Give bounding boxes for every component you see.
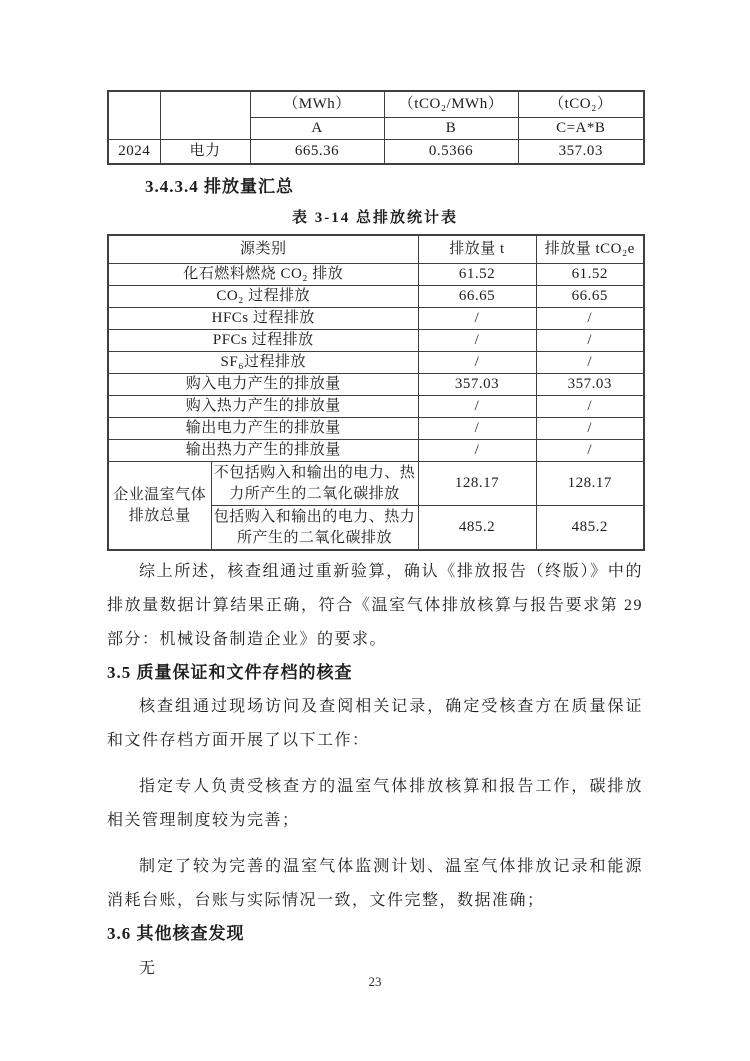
- row-value-co2e: /: [536, 418, 644, 440]
- section-heading-qa: 3.5 质量保证和文件存档的核查: [107, 663, 353, 682]
- energy-type-cell: 电力: [160, 140, 250, 165]
- row-value-t: /: [418, 418, 536, 440]
- header-source: 源类别: [108, 235, 418, 264]
- row-value-co2e: 485.2: [536, 506, 644, 551]
- value-c-cell: 357.03: [518, 140, 644, 165]
- intensity-table-header-row: [108, 91, 644, 118]
- col-header-factor: （tCO₂/MWh）: [384, 91, 518, 118]
- row-label: CO₂ 过程排放: [108, 286, 418, 308]
- table-row: [108, 352, 644, 374]
- table-row: [108, 440, 644, 462]
- table-row: [108, 286, 644, 308]
- row-value-t: 61.52: [418, 264, 536, 286]
- section-heading-other-findings: 3.6 其他核查发现: [107, 924, 245, 943]
- row-value-co2e: /: [536, 352, 644, 374]
- row-value-t: 66.65: [418, 286, 536, 308]
- row-value-co2e: 66.65: [536, 286, 644, 308]
- row-label: 输出电力产生的排放量: [108, 418, 418, 440]
- col-label-a: A: [250, 118, 384, 140]
- row-label: 购入电力产生的排放量: [108, 374, 418, 396]
- table-3-14-caption: 表 3-14 总排放统计表: [292, 210, 458, 226]
- row-label: 购入热力产生的排放量: [108, 396, 418, 418]
- row-value-co2e: 357.03: [536, 374, 644, 396]
- qa-intro-paragraph: 核查组通过现场访问及查阅相关记录，确定受核查方在质量保证和文件存档方面开展了以下工作：: [107, 698, 643, 749]
- row-label: 不包括购入和输出的电力、热力所产生的二氧化碳排放: [211, 462, 418, 506]
- page-content: [107, 0, 643, 986]
- other-findings-body: 无: [139, 960, 157, 977]
- row-value-t: /: [418, 352, 536, 374]
- row-value-t: 485.2: [418, 506, 536, 551]
- table-row: [108, 308, 644, 330]
- total-emissions-table: [107, 234, 645, 551]
- row-label: 包括购入和输出的电力、热力所产生的二氧化碳排放: [211, 506, 418, 551]
- row-value-co2e: /: [536, 308, 644, 330]
- row-value-t: /: [418, 396, 536, 418]
- row-label: HFCs 过程排放: [108, 308, 418, 330]
- table-row: [108, 396, 644, 418]
- row-value-co2e: 61.52: [536, 264, 644, 286]
- value-b-cell: 0.5366: [384, 140, 518, 165]
- table-row: [108, 264, 644, 286]
- row-value-co2e: /: [536, 440, 644, 462]
- row-label: 输出热力产生的排放量: [108, 440, 418, 462]
- col-header-mwh: （MWh）: [250, 91, 384, 118]
- qa-item2-paragraph: 制定了较为完善的温室气体监测计划、温室气体排放记录和能源消耗台账，台账与实际情况一致，文件完整，数据准确；: [107, 858, 643, 909]
- row-value-co2e: 128.17: [536, 462, 644, 506]
- table-row: [108, 418, 644, 440]
- table-row: [108, 330, 644, 352]
- total-group-label: 企业温室气体排放总量: [108, 462, 211, 551]
- row-value-t: /: [418, 330, 536, 352]
- col-header-tco2: （tCO₂）: [518, 91, 644, 118]
- row-value-co2e: /: [536, 396, 644, 418]
- empty-cell: [160, 91, 250, 140]
- header-amount-tco2e: 排放量 tCO₂e: [536, 235, 644, 264]
- conclusion-paragraph: 综上所述，核查组通过重新验算，确认《排放报告（终版）》中的排放量数据计算结果正确，符合《温室气体排放核算与报告要求第 29 部分：机械设备制造企业》的要求。: [107, 563, 643, 648]
- page-number: 23: [368, 974, 382, 989]
- row-label: SF₆过程排放: [108, 352, 418, 374]
- intensity-table: [107, 90, 645, 165]
- intensity-table-data-row: [108, 140, 644, 165]
- table-row: [108, 374, 644, 396]
- row-value-t: /: [418, 440, 536, 462]
- row-value-t: /: [418, 308, 536, 330]
- row-label: 化石燃料燃烧 CO₂ 排放: [108, 264, 418, 286]
- year-cell: 2024: [108, 140, 160, 165]
- row-value-co2e: /: [536, 330, 644, 352]
- header-amount-t: 排放量 t: [418, 235, 536, 264]
- row-label: PFCs 过程排放: [108, 330, 418, 352]
- empty-cell: [108, 91, 160, 140]
- table-row-total-excl: [108, 462, 644, 506]
- row-value-t: 128.17: [418, 462, 536, 506]
- value-a-cell: 665.36: [250, 140, 384, 165]
- table-header-row: [108, 235, 644, 264]
- col-label-b: B: [384, 118, 518, 140]
- col-label-c: C=A*B: [518, 118, 644, 140]
- row-value-t: 357.03: [418, 374, 536, 396]
- section-heading-emission-summary: 3.4.3.4 排放量汇总: [145, 177, 294, 196]
- qa-item1-paragraph: 指定专人负责受核查方的温室气体排放核算和报告工作，碳排放相关管理制度较为完善；: [107, 778, 643, 829]
